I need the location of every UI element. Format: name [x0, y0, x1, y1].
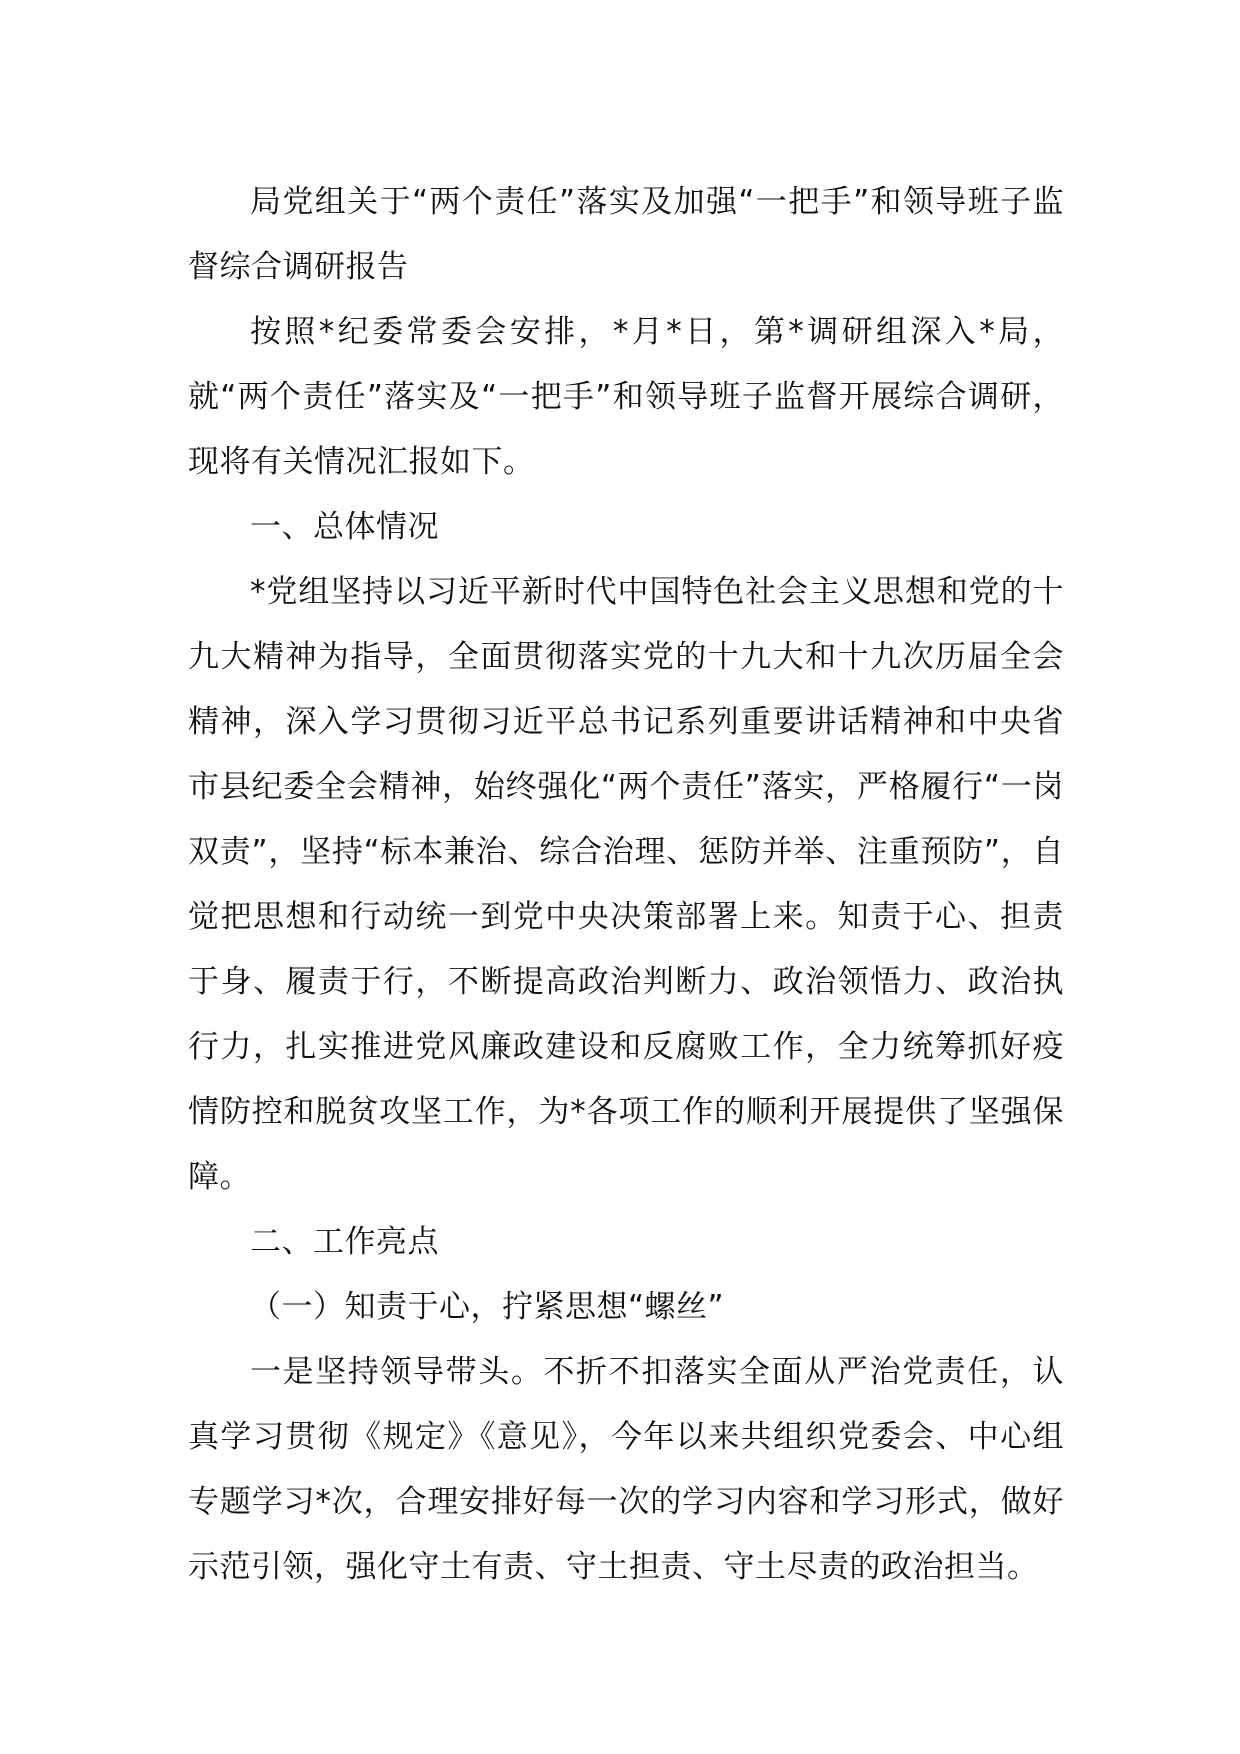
subsection-heading-1: （一）知责于心，拧紧思想“螺丝”	[250, 1289, 725, 1325]
section-heading-overall: 一、总体情况	[250, 509, 439, 545]
section-heading-highlights: 二、工作亮点	[250, 1224, 439, 1260]
document-title: 局党组关于“两个责任”落实及加强“一把手”和领导班子监督综合调研报告	[188, 184, 1064, 285]
overall-paragraph: *党组坚持以习近平新时代中国特色社会主义思想和党的十九大精神为指导，全面贯彻落实党的十九大和十九次历届全会精神，深入学习贯彻习近平总书记系列重要讲话精神和中央省市县纪委全会精神，始终强化“两个责任”落实，严格履行“一岗双责”，坚持“标本兼治、综合治理、惩防并举、注重预防”，自觉把思想和行动统一到党中央决策部署上来。知责于心、担责于身、履责于行，不断提高政治判断力、政治领悟力、政治执行力，扎实推进党风廉政建设和反腐败工作，全力统筹抓好疫情防控和脱贫攻坚工作，为*各项工作的顺利开展提供了坚强保障。	[188, 574, 1064, 1195]
document-body	[188, 170, 1064, 1600]
subsection-1-paragraph: 一是坚持领导带头。不折不扣落实全面从严治党责任，认真学习贯彻《规定》《意见》，今年以来共组织党委会、中心组专题学习*次，合理安排好每一次的学习内容和学习形式，做好示范引领，强化守土有责、守土担责、守土尽责的政治担当。	[188, 1354, 1064, 1585]
intro-paragraph: 按照*纪委常委会安排，*月*日，第*调研组深入*局，就“两个责任”落实及“一把手”和领导班子监督开展综合调研，现将有关情况汇报如下。	[188, 314, 1064, 480]
